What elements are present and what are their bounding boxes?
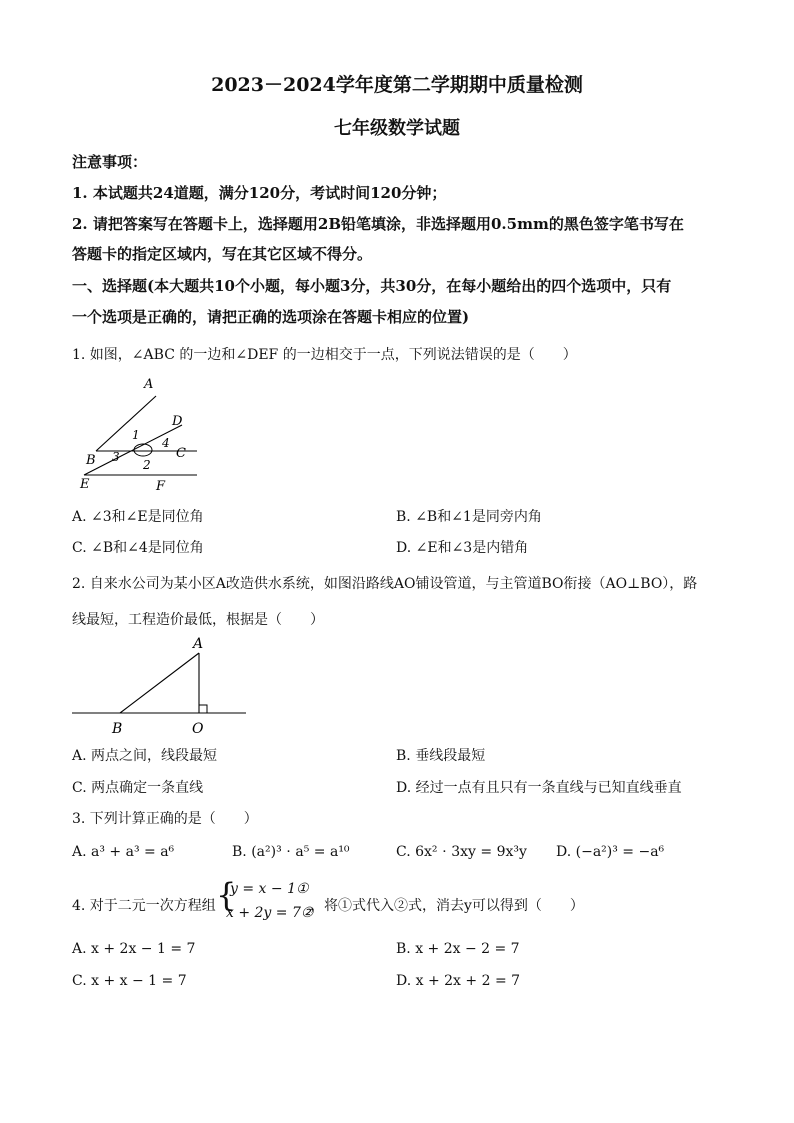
question-4-option-a: A. x + 2x − 1 = 7: [72, 941, 196, 957]
right-angle-mark: [199, 705, 207, 713]
label-a: A: [144, 377, 154, 392]
label-1: 1: [132, 428, 140, 442]
notes-item-2-line-1: 2. 请把答案写在答题卡上，选择题用2B铅笔填涂，非选择题用0.5mm的黑色签字笔书写在: [72, 215, 684, 233]
question-1-option-d: D. ∠E和∠3是内错角: [396, 540, 529, 556]
label-b: B: [112, 721, 123, 737]
question-4-option-b: B. x + 2x − 2 = 7: [396, 941, 520, 957]
question-1-option-a: A. ∠3和∠E是同位角: [72, 509, 204, 525]
label-f: F: [156, 479, 166, 494]
question-3-option-a: A. a³ + a³ = a⁶: [72, 844, 175, 860]
notes-heading: 注意事项：: [72, 153, 148, 171]
question-2-stem-line-2: 线最短，工程造价最低，根据是（ ）: [72, 612, 324, 628]
question-1-option-c: C. ∠B和∠4是同位角: [72, 540, 204, 556]
label-4: 4: [162, 436, 170, 450]
question-4-option-c: C. x + x − 1 = 7: [72, 973, 187, 989]
question-1-option-b: B. ∠B和∠1是同旁内角: [396, 509, 542, 525]
question-3-option-b: B. (a²)³ ⋅ a⁵ = a¹⁰: [232, 844, 350, 860]
notes-item-2-line-2: 答题卡的指定区域内，写在其它区域不得分。: [72, 245, 373, 263]
equation-2: x + 2y = 7②: [226, 905, 314, 921]
segment-ab: [120, 653, 199, 713]
question-1-stem: 1. 如图，∠ABC 的一边和∠DEF 的一边相交于一点，下列说法错误的是（ ）: [72, 347, 577, 363]
angle-arc: [134, 444, 152, 456]
label-b: B: [86, 453, 96, 468]
question-3-stem: 3. 下列计算正确的是（ ）: [72, 811, 258, 827]
question-2-option-a: A. 两点之间，线段最短: [72, 748, 218, 764]
question-3-option-d: D. (−a²)³ = −a⁶: [556, 844, 665, 860]
equation-1: y = x − 1①: [230, 881, 309, 897]
question-1-figure: [72, 375, 232, 495]
question-4-stem-after: ，将①式代入②式，消去y可以得到（ ）: [310, 898, 584, 914]
question-4-stem-before: 4. 对于二元一次方程组: [72, 898, 216, 914]
question-2-option-b: B. 垂线段最短: [396, 748, 486, 764]
section-heading-line-1: 一、选择题(本大题共10个小题，每小题3分，共30分，在每小题给出的四个选项中，只有: [72, 277, 672, 295]
question-3-option-c: C. 6x² ⋅ 3xy = 9x³y: [396, 844, 527, 860]
exam-subtitle: 七年级数学试题: [334, 118, 460, 139]
question-2-option-c: C. 两点确定一条直线: [72, 780, 204, 796]
section-heading-line-2: 一个选项是正确的，请把正确的选项涂在答题卡相应的位置): [72, 308, 470, 326]
label-2: 2: [143, 458, 151, 472]
system-brace: {: [216, 876, 237, 914]
notes-item-1: 1. 本试题共24道题，满分120分，考试时间120分钟；: [72, 184, 447, 202]
question-4-option-d: D. x + 2x + 2 = 7: [396, 973, 521, 989]
question-2-figure: [72, 633, 252, 739]
label-e: E: [80, 477, 90, 492]
label-o: O: [192, 721, 204, 737]
label-d: D: [172, 414, 183, 429]
question-2-stem-line-1: 2. 自来水公司为某小区A改造供水系统，如图沿路线AO铺设管道，与主管道BO衔接（AO⊥BO），路: [72, 576, 698, 592]
label-c: C: [176, 446, 186, 461]
label-3: 3: [112, 450, 120, 464]
question-2-option-d: D. 经过一点有且只有一条直线与已知直线垂直: [396, 780, 682, 796]
label-a: A: [193, 636, 204, 652]
exam-title: 2023－2024学年度第二学期期中质量检测: [211, 74, 583, 96]
